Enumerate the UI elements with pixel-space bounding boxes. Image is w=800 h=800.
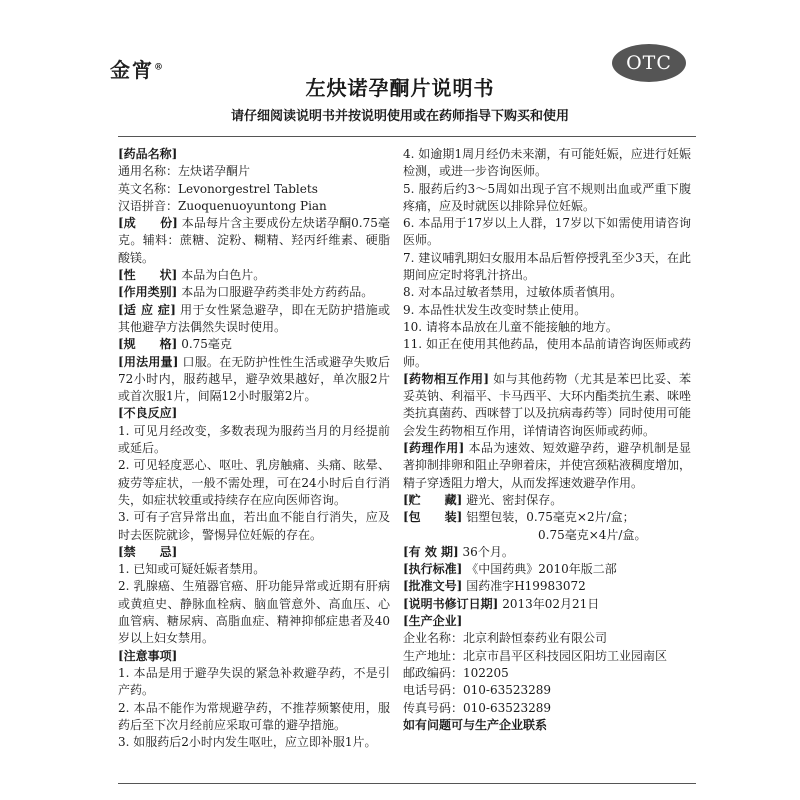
- document-subtitle: 请仔细阅读说明书并按说明使用或在药师指导下购买和使用: [230, 109, 569, 124]
- left-paragraph: [118, 302, 390, 337]
- right-paragraph: [403, 250, 691, 285]
- left-paragraph: [118, 181, 390, 198]
- right-paragraph: [403, 527, 691, 544]
- registered-mark: ®: [154, 62, 165, 73]
- right-paragraph: [403, 302, 691, 319]
- section-text: 1. 已知或可疑妊娠者禁用。: [118, 562, 266, 577]
- right-paragraph: [403, 630, 691, 647]
- otc-badge: OTC: [612, 44, 686, 82]
- section-text: 5. 服药后约3～5周如出现子宫不规则出血或严重下腹疼痛，应及时就医以排除异位妊娠。: [403, 181, 691, 213]
- section-label: [成 份]: [118, 216, 178, 231]
- right-paragraph: [403, 561, 691, 578]
- right-paragraph: [403, 492, 691, 509]
- right-paragraph: [403, 648, 691, 665]
- right-paragraph: [403, 284, 691, 301]
- right-paragraph: [403, 613, 691, 630]
- left-paragraph: [118, 665, 390, 700]
- left-paragraph: [118, 146, 390, 163]
- right-paragraph: [403, 336, 691, 371]
- section-label: [适 应 症]: [118, 302, 176, 317]
- section-text: 8. 对本品过敏者禁用，过敏体质者慎用。: [403, 285, 623, 300]
- section-text: 本品为速效、短效避孕药，避孕机制是显著抑制排卵和阻止孕卵着床，并使宫颈粘液稠度增加，精子穿透阻力增大，从而发挥速效避孕作用。: [403, 441, 692, 490]
- section-text: 11. 如正在使用其他药品，使用本品前请咨询医师或药师。: [403, 337, 691, 369]
- section-text: 英文名称：Levonorgestrel Tablets: [118, 181, 318, 196]
- left-paragraph: [118, 215, 390, 267]
- right-paragraph: [403, 371, 691, 440]
- section-label: [药品名称]: [118, 147, 178, 161]
- section-label: [不良反应]: [118, 406, 178, 421]
- section-text: 0.75毫克×4片/盒。: [538, 527, 647, 542]
- section-text: 本品每片含主要成份左炔诺孕酮0.75毫克。辅料：蔗糖、淀粉、糊精、羟丙纤维素、硬脂酸镁。: [118, 216, 390, 265]
- section-label: [包 装]: [403, 510, 463, 525]
- left-paragraph: [118, 544, 390, 561]
- section-text: 本品为白色片。: [181, 268, 266, 283]
- section-label: [作用类别]: [118, 285, 178, 300]
- left-paragraph: [118, 509, 390, 544]
- section-text: 6. 本品用于17岁以上人群，17岁以下如需使用请咨询医师。: [403, 216, 691, 248]
- section-text: 电话号码：010-63523289: [403, 683, 552, 698]
- section-text: 7. 建议哺乳期妇女服用本品后暂停授乳至少3天，在此期间应定时将乳汁挤出。: [403, 250, 691, 283]
- section-label: [执行标准]: [403, 562, 463, 577]
- left-paragraph: [118, 267, 390, 284]
- section-text: 本品为口服避孕药类非处方药药品。: [181, 285, 374, 300]
- left-paragraph: [118, 423, 390, 458]
- section-text: 如与其他药物（尤其是苯巴比妥、苯妥英钠、利福平、卡马西平、大环内酯类抗生素、咪唑类抗真菌药、西咪替丁以及抗病毒药等）同时使用可能会发生药物相互作用，详情请咨询医师或药师。: [403, 371, 692, 438]
- right-paragraph: [403, 146, 691, 181]
- section-label: [贮 藏]: [403, 492, 463, 507]
- section-label: [用法用量]: [118, 354, 179, 369]
- right-paragraph: [403, 578, 691, 595]
- section-text: 3. 如服药后2小时内发生呕吐，应立即补服1片。: [118, 735, 377, 750]
- right-paragraph: [403, 319, 691, 336]
- bottom-rule: [118, 783, 696, 784]
- right-paragraph: [403, 509, 691, 526]
- section-label: [规 格]: [118, 337, 178, 352]
- document-title: 左炔诺孕酮片说明书: [305, 76, 495, 100]
- section-text: 国药准字H19983072: [466, 579, 586, 594]
- section-text: 用于女性紧急避孕，即在无防护措施或其他避孕方法偶然失误时使用。: [118, 302, 390, 334]
- left-paragraph: [118, 284, 390, 301]
- right-paragraph: [403, 700, 691, 717]
- right-paragraph: [403, 544, 691, 561]
- section-label: [注意事项]: [118, 648, 178, 663]
- section-text: 2. 可见轻度恶心、呕吐、乳房触痛、头痛、眩晕、疲劳等症状，一般不需处理，可在24小时后自行消失，如症状较重或持续存在应向医师咨询。: [118, 458, 390, 507]
- section-text: 4. 如逾期1周月经仍未来潮，有可能妊娠，应进行妊娠检测，或进一步咨询医师。: [403, 147, 691, 179]
- left-paragraph: [118, 336, 390, 353]
- left-paragraph: [118, 561, 390, 578]
- right-paragraph: [403, 665, 691, 682]
- right-paragraph: [403, 181, 691, 216]
- section-label: [生产企业]: [403, 614, 463, 629]
- left-paragraph: [118, 405, 390, 422]
- section-text: 口服。在无防护性性生活或避孕失败后72小时内，服药越早，避孕效果越好，单次服2片或首次服1片，间隔12小时服第2片。: [118, 354, 390, 404]
- right-paragraph: [403, 596, 691, 613]
- section-text: 传真号码：010-63523289: [403, 700, 552, 715]
- section-text: 铝塑包装，0.75毫克×2片/盒；: [466, 510, 635, 525]
- section-text: 1. 可见月经改变，多数表现为服药当月的月经提前或延后。: [118, 423, 390, 456]
- section-text: 1. 本品是用于避孕失误的紧急补救避孕药，不是引产药。: [118, 665, 390, 698]
- right-paragraph: [403, 682, 691, 699]
- left-paragraph: [118, 648, 390, 665]
- section-text: 生产地址：北京市昌平区科技园区阳坊工业园南区: [403, 648, 668, 663]
- section-text: 邮政编码：102205: [403, 665, 509, 680]
- section-text: 如有问题可与生产企业联系: [403, 717, 548, 732]
- left-paragraph: [118, 163, 390, 180]
- section-text: 企业名称：北京利龄恒泰药业有限公司: [403, 631, 608, 646]
- section-label: [药物相互作用]: [403, 371, 490, 386]
- section-text: 避光、密封保存。: [466, 492, 563, 507]
- section-text: 2013年02月21日: [502, 596, 600, 611]
- right-column: [403, 146, 691, 734]
- right-paragraph: [403, 717, 691, 734]
- left-paragraph: [118, 354, 390, 406]
- left-paragraph: [118, 578, 390, 647]
- section-label: [药理作用]: [403, 441, 465, 456]
- right-paragraph: [403, 440, 691, 492]
- section-text: 10. 请将本品放在儿童不能接触的地方。: [403, 319, 618, 334]
- section-text: 汉语拼音：Zuoquenuoyuntong Pian: [118, 198, 327, 213]
- brand-logo-text: 金宵: [110, 58, 154, 82]
- section-text: 9. 本品性状发生改变时禁止使用。: [403, 302, 587, 317]
- section-text: 36个月。: [462, 544, 514, 559]
- section-text: 0.75毫克: [181, 337, 232, 352]
- left-column: [118, 146, 390, 751]
- left-paragraph: [118, 700, 390, 735]
- right-paragraph: [403, 215, 691, 250]
- left-paragraph: [118, 734, 390, 751]
- top-rule: [118, 136, 696, 137]
- section-text: 《中国药典》2010年版二部: [466, 562, 617, 577]
- section-label: [说明书修订日期]: [403, 596, 499, 611]
- section-text: 3. 可有子宫异常出血，若出血不能自行消失，应及时去医院就诊，警惕异位妊娠的存在。: [118, 510, 390, 542]
- section-text: 2. 乳腺癌、生殖器官癌、肝功能异常或近期有肝病或黄疸史、静脉血栓病、脑血管意外、高血压、心血管病、糖尿病、高脂血症、精神抑郁症患者及40岁以上妇女禁用。: [118, 579, 390, 646]
- section-label: [有 效 期]: [403, 544, 459, 559]
- left-paragraph: [118, 457, 390, 509]
- left-paragraph: [118, 198, 390, 215]
- section-label: [禁 忌]: [118, 544, 178, 559]
- section-text: 2. 本品不能作为常规避孕药，不推荐频繁使用，服药后至下次月经前应采取可靠的避孕措施。: [118, 700, 390, 732]
- section-text: 通用名称：左炔诺孕酮片: [118, 164, 251, 179]
- section-label: [批准文号]: [403, 579, 463, 594]
- section-label: [性 状]: [118, 268, 178, 283]
